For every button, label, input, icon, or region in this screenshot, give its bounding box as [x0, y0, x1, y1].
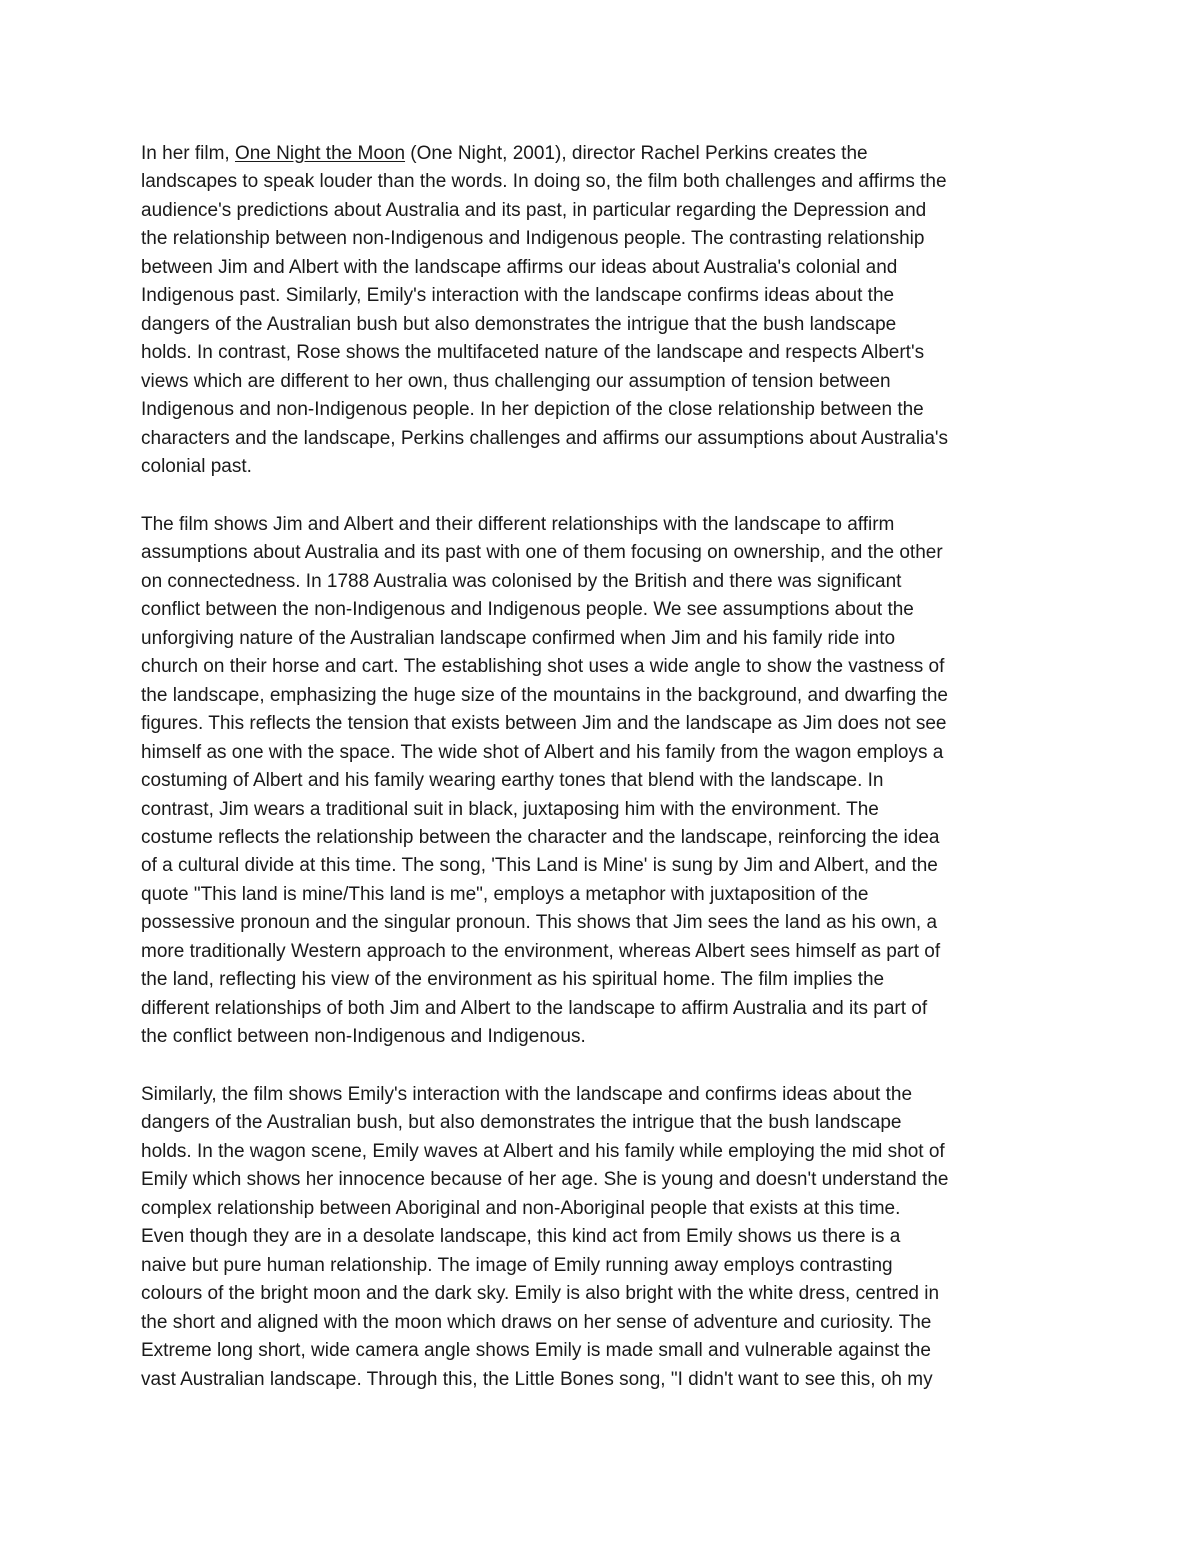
text-line: views which are different to her own, thus challenging our assumption of tension between: [141, 370, 891, 392]
text-line: dangers of the Australian bush but also demonstrates the intrigue that the bush landscape: [141, 313, 897, 335]
text-line: [141, 140, 948, 168]
text-line: naive but pure human relationship. The image of Emily running away employs contrasting: [141, 1254, 893, 1276]
text-line: Even though they are in a desolate landscape, this kind act from Emily shows us there is a: [141, 1226, 901, 1248]
text-line: the short and aligned with the moon which draws on her sense of adventure and curiosity. The: [141, 1311, 932, 1333]
text-line: unforgiving nature of the Australian landscape confirmed when Jim and his family ride into: [141, 627, 896, 649]
film-title-text: One Night the Moon: [234, 143, 406, 164]
text-line: Indigenous past. Similarly, Emily's interaction with the landscape confirms ideas about the: [141, 285, 895, 307]
text-segment: In her film,: [141, 143, 235, 164]
text-line: Extreme long short, wide camera angle shows Emily is made small and vulnerable against the: [141, 1340, 931, 1362]
text-line: characters and the landscape, Perkins challenges and affirms our assumptions about Australia's: [141, 427, 949, 449]
text-line: himself as one with the space. The wide shot of Albert and his family from the wagon employs a: [141, 741, 944, 763]
text-line: Emily which shows her innocence because of her age. She is young and doesn't understand the: [141, 1169, 949, 1191]
text-line: the landscape, emphasizing the huge size of the mountains in the background, and dwarfing the: [141, 684, 948, 706]
text-line: colours of the bright moon and the dark sky. Emily is also bright with the white dress, centred in: [141, 1283, 940, 1305]
text-line: conflict between the non-Indigenous and Indigenous people. We see assumptions about the: [141, 599, 914, 621]
text-line: assumptions about Australia and its past with one of them focusing on ownership, and the other: [141, 542, 943, 564]
paragraph-introduction: [141, 140, 948, 481]
paragraph-body-1: [141, 511, 948, 1052]
text-line: Similarly, the film shows Emily's interaction with the landscape and confirms ideas about the: [141, 1084, 913, 1105]
text-line: the conflict between non-Indigenous and Indigenous.: [141, 1026, 586, 1048]
text-line: different relationships of both Jim and Albert to the landscape to affirm Australia and its part of: [141, 997, 928, 1019]
text-line: costume reflects the relationship between the character and the landscape, reinforcing the idea: [141, 826, 940, 848]
text-line: dangers of the Australian bush, but also demonstrates the intrigue that the bush landscape: [141, 1112, 902, 1134]
text-line: colonial past.: [141, 455, 252, 477]
text-line: The film shows Jim and Albert and their different relationships with the landscape to affirm: [141, 514, 895, 535]
text-line: the land, reflecting his view of the environment as his spiritual home. The film implies the: [141, 969, 885, 991]
text-line: vast Australian landscape. Through this, the Little Bones song, "I didn't want to see this, oh my: [141, 1368, 933, 1390]
text-line: complex relationship between Aboriginal and non-Aboriginal people that exists at this time.: [141, 1197, 901, 1219]
text-line: more traditionally Western approach to the environment, whereas Albert sees himself as part of: [141, 940, 941, 962]
text-line: holds. In the wagon scene, Emily waves at Albert and his family while employing the mid shot of: [141, 1140, 945, 1162]
text-line: quote "This land is mine/This land is me", employs a metaphor with juxtaposition of the: [141, 883, 869, 905]
text-line: holds. In contrast, Rose shows the multifaceted nature of the landscape and respects Albert's: [141, 342, 925, 364]
paragraph-body-2: [141, 1081, 948, 1394]
text-line: contrast, Jim wears a traditional suit in black, juxtaposing him with the environment. The: [141, 798, 879, 820]
text-line: church on their horse and cart. The establishing shot uses a wide angle to show the vastness of: [141, 656, 945, 678]
text-line: Indigenous and non-Indigenous people. In her depiction of the close relationship between the: [141, 399, 924, 421]
text-line: audience's predictions about Australia and its past, in particular regarding the Depression and: [141, 199, 927, 221]
text-line: the relationship between non-Indigenous and Indigenous people. The contrasting relationship: [141, 228, 925, 250]
text-line: landscapes to speak louder than the words. In doing so, the film both challenges and affirms the: [141, 171, 947, 193]
text-line: between Jim and Albert with the landscape affirms our ideas about Australia's colonial and: [141, 256, 898, 278]
text-line: figures. This reflects the tension that exists between Jim and the landscape as Jim does not see: [141, 713, 947, 735]
text-line: of a cultural divide at this time. The song, 'This Land is Mine' is sung by Jim and Albert, and the: [141, 855, 938, 877]
text-line: possessive pronoun and the singular pronoun. This shows that Jim sees the land as his own, a: [141, 912, 938, 934]
text-line: on connectedness. In 1788 Australia was colonised by the British and there was significant: [141, 570, 902, 592]
text-line: costuming of Albert and his family wearing earthy tones that blend with the landscape. In: [141, 770, 884, 792]
text-segment: (One Night, 2001), director Rachel Perkins creates the: [405, 143, 868, 164]
